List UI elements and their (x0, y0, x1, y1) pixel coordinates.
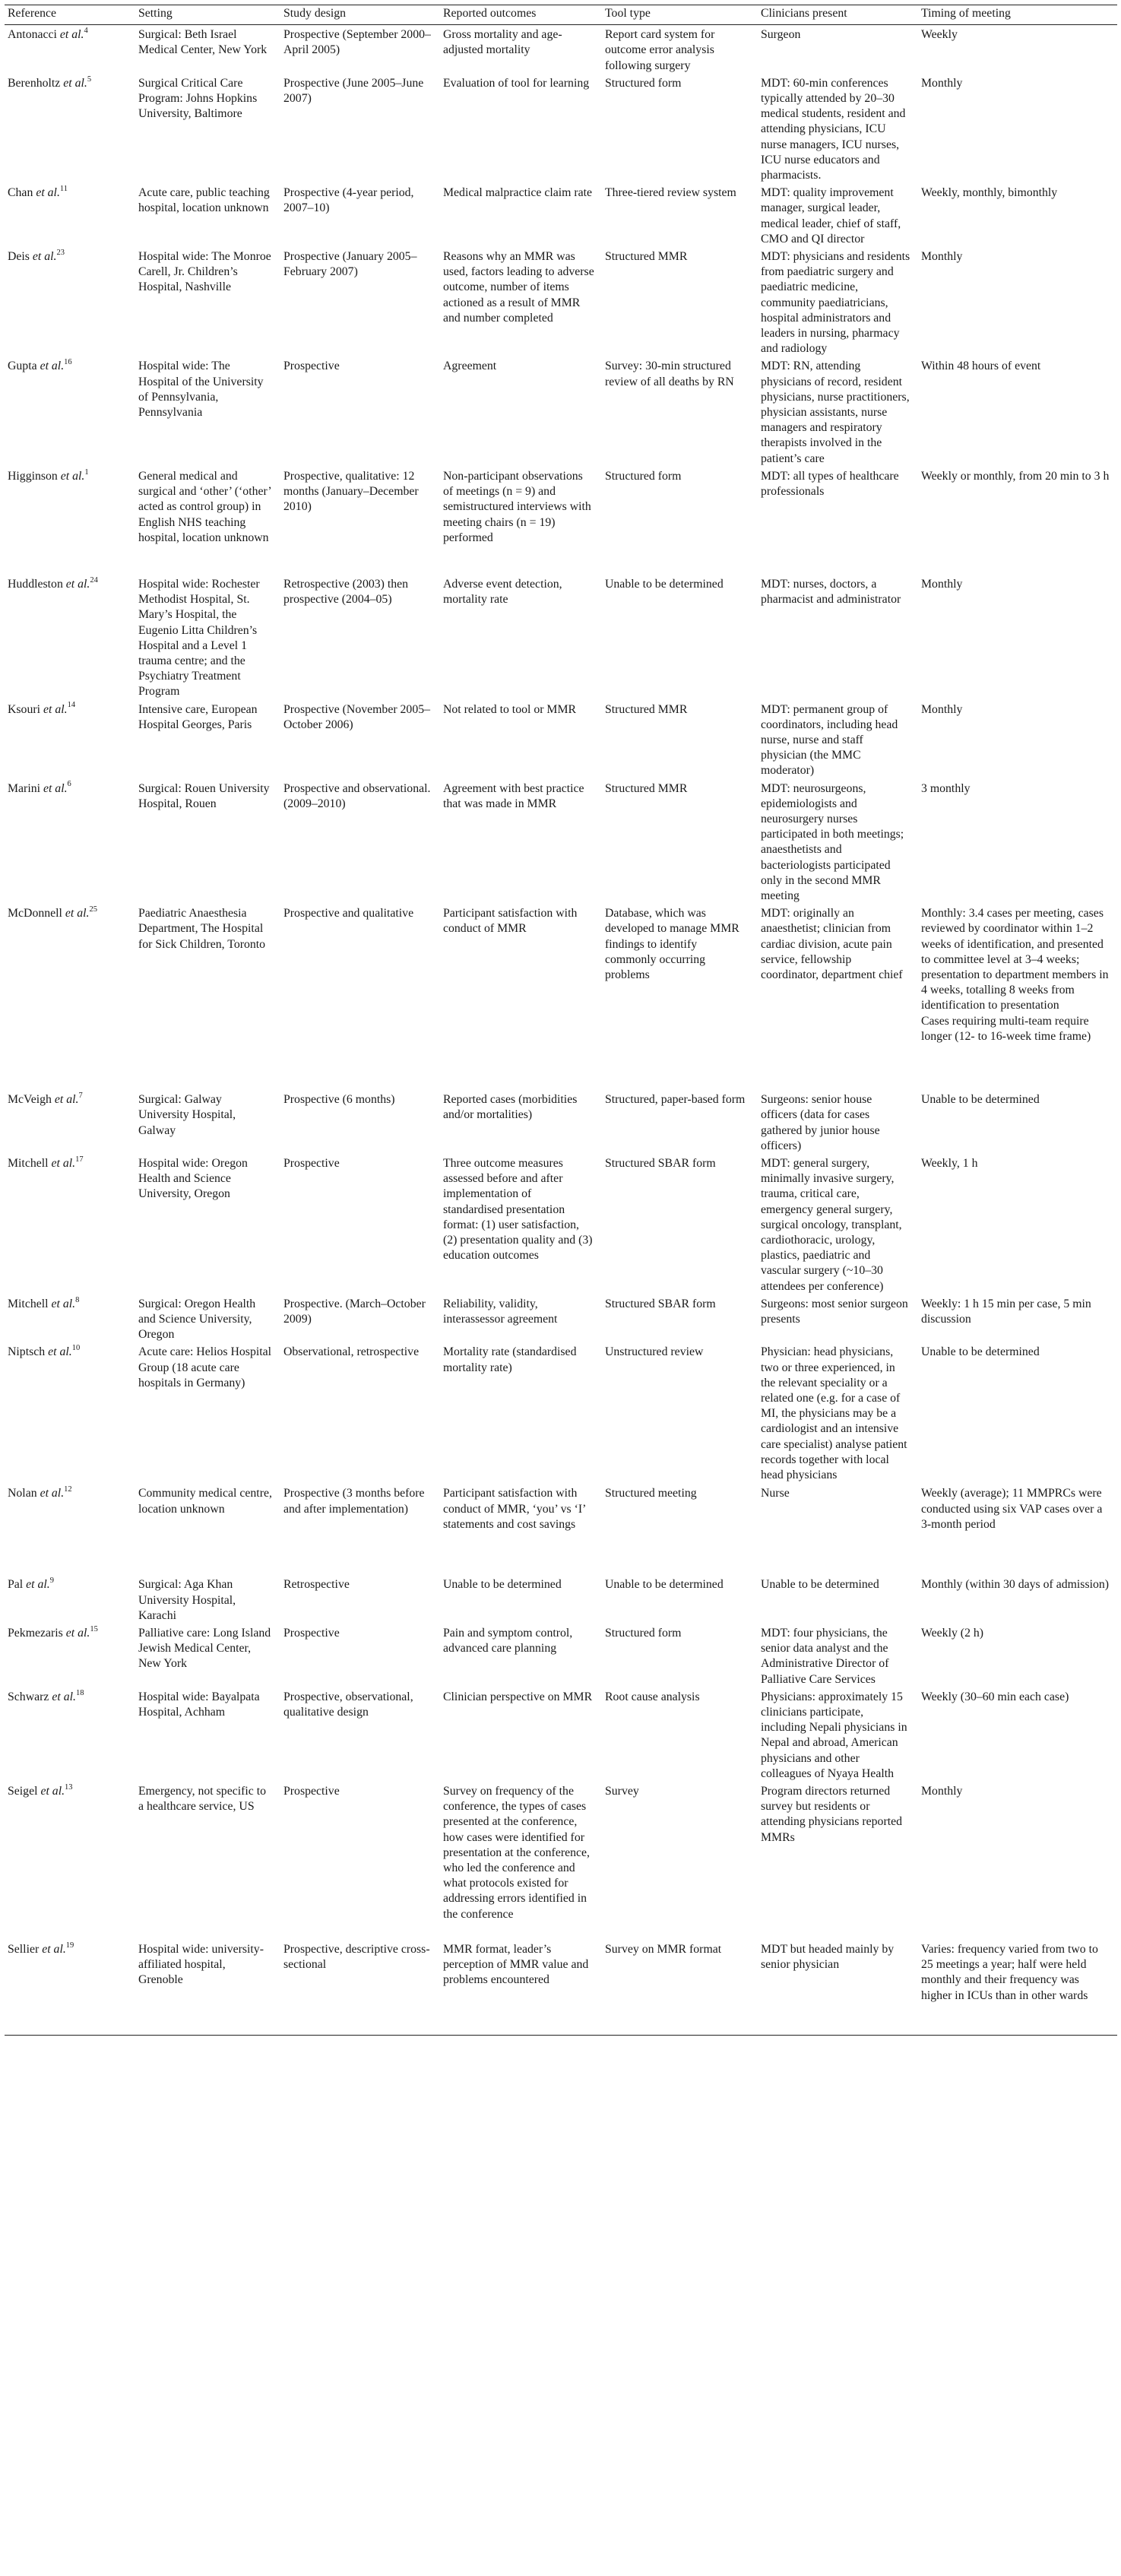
tool-cell: Root cause analysis (605, 1690, 700, 1703)
tool-cell: Structured MMR (605, 702, 688, 716)
reference-etal: et al. (63, 76, 87, 90)
outcomes-cell: Not related to tool or MMR (443, 702, 577, 716)
clinicians-cell: MDT but headed mainly by senior physician (758, 1940, 918, 2035)
tool-cell: Survey (605, 1785, 639, 1798)
reference-author: Marini (8, 781, 40, 795)
design-cell: Prospective (283, 360, 340, 373)
reference-cell (5, 467, 135, 575)
design-cell: Prospective, descriptive cross-sectional (280, 1940, 440, 2035)
setting-cell: Surgical: Galway University Hospital, Galway (138, 1093, 236, 1137)
setting-cell: Acute care: Helios Hospital Group (18 acute care hospitals in Germany) (138, 1345, 272, 1389)
table-row (5, 74, 1117, 183)
clinicians-cell: MDT: all types of healthcare professionals (761, 469, 899, 499)
timing-cell: Monthly (921, 577, 963, 591)
reference-author: Higginson (8, 469, 58, 483)
reference-etal: et al. (32, 250, 57, 264)
outcomes-cell: Unable to be determined (443, 1578, 562, 1592)
tool-cell: Unstructured review (605, 1345, 704, 1359)
reference-number: 23 (56, 248, 65, 257)
setting-cell: Surgical Critical Care Program: Johns Hopkins University, Baltimore (138, 76, 258, 121)
reference-cell (5, 779, 135, 905)
tool-cell: Structured SBAR form (605, 1297, 716, 1310)
setting-cell: Intensive care, European Hospital Georges, Paris (138, 702, 258, 731)
design-cell: Prospective, observational, qualitative design (283, 1690, 413, 1719)
table-row (5, 1294, 1117, 1343)
table-row (5, 700, 1117, 779)
table-row (5, 1940, 1117, 2035)
tool-cell: Structured form (605, 76, 682, 90)
reference-number: 17 (75, 1155, 84, 1164)
reference-author: Huddleston (8, 577, 63, 591)
design-cell: Prospective (283, 1156, 340, 1170)
reference-cell (5, 1624, 135, 1687)
reference-author: Pal (8, 1578, 24, 1592)
design-cell: Retrospective (283, 1578, 350, 1592)
outcomes-cell: Three outcome measures assessed before and after implementation of standardised presentation format: (1) user satisfaction, (2) presentation quality and (3) education outcomes (443, 1156, 593, 1263)
table-row (5, 1484, 1117, 1575)
reference-cell (5, 1687, 135, 1782)
design-cell: Prospective and qualitative (283, 907, 414, 920)
design-cell: Prospective, qualitative: 12 months (January–December 2010) (283, 469, 419, 514)
table-row (5, 1575, 1117, 1624)
tool-cell: Survey: 30-min structured review of all deaths by RN (605, 360, 734, 388)
outcomes-cell: Survey on frequency of the conference, the types of cases presented at the conference, how cases were identified for presentation at the conference, who led the conference and what protocols existed for addressing errors identified in the conference (443, 1785, 590, 1921)
timing-cell: Weekly (921, 28, 958, 42)
tool-cell: Unable to be determined (605, 577, 724, 591)
column-header: Clinicians present (758, 5, 918, 25)
reference-cell (5, 1154, 135, 1294)
timing-cell: Weekly, 1 h (921, 1156, 978, 1170)
design-cell: Prospective (283, 1785, 340, 1798)
tool-cell: Unable to be determined (605, 1578, 724, 1592)
design-cell: Prospective (4-year period, 2007–10) (283, 186, 414, 215)
timing-cell: Monthly (921, 1785, 963, 1798)
table-row (5, 1090, 1117, 1154)
reference-author: Seigel (8, 1785, 38, 1798)
clinicians-cell: MDT: neurosurgeons, epidemiologists and neurosurgery nurses participated in both meetings; anaesthetists and bacteriologists participated only in the second MMR meeting (761, 781, 904, 902)
outcomes-cell: Reliability, validity, interassessor agreement (443, 1297, 558, 1326)
design-cell: Observational, retrospective (283, 1345, 420, 1359)
design-cell: Prospective (November 2005–October 2006) (283, 702, 431, 731)
clinicians-cell: Physicians: approximately 15 clinicians participate, including Nepali physicians in Nepal and abroad, American physicians and other colleagues of Nyaya Health (761, 1690, 907, 1780)
setting-cell: Surgical: Beth Israel Medical Center, New York (138, 28, 268, 57)
timing-cell: Unable to be determined (921, 1345, 1040, 1359)
reference-etal: et al. (36, 186, 60, 200)
setting-cell: Hospital wide: Oregon Health and Science University, Oregon (138, 1156, 248, 1201)
timing-cell: 3 monthly (921, 781, 971, 795)
reference-etal: et al. (54, 1093, 79, 1107)
timing-cell: Monthly (921, 702, 963, 716)
reference-etal: et al. (65, 1627, 90, 1640)
tool-cell: Three-tiered review system (605, 186, 736, 200)
table-row (5, 183, 1117, 247)
reference-etal: et al. (65, 907, 90, 920)
setting-cell: Emergency, not specific to a healthcare service, US (138, 1785, 267, 1814)
reference-number: 5 (87, 74, 92, 84)
timing-cell: Weekly (2 h) (921, 1627, 984, 1640)
outcomes-cell: Agreement with best practice that was made in MMR (443, 781, 584, 810)
reference-number: 10 (71, 1344, 81, 1353)
clinicians-cell: MDT: originally an anaesthetist; clinician from cardiac division, acute pain service, fellowship coordinator, department chief (761, 907, 903, 981)
timing-cell: Monthly (921, 250, 963, 264)
tool-cell: Structured form (605, 1627, 682, 1640)
reference-number: 25 (89, 905, 97, 914)
timing-cell: Monthly: 3.4 cases per meeting, cases reviewed by coordinator within 1–2 weeks of identification, and presented to committee level at 3–4 weeks; presentation to department members in 4 weeks, totalling 8 weeks from identification to presentation Cases requiring multi-team require longer (12- to 16-week time frame) (921, 907, 1109, 1043)
column-header: Timing of meeting (918, 5, 1117, 25)
reference-etal: et al. (43, 702, 68, 716)
clinicians-cell: Surgeons: senior house officers (data for cases gathered by junior house officers) (761, 1093, 880, 1152)
reference-author: Antonacci (8, 28, 57, 42)
tool-cell: Structured form (605, 469, 682, 483)
design-cell: Prospective (3 months before and after implementation) (283, 1487, 425, 1516)
design-cell: Prospective (September 2000–April 2005) (283, 28, 431, 57)
clinicians-cell: Surgeons: most senior surgeon presents (761, 1297, 908, 1326)
reference-cell (5, 700, 135, 779)
studies-table (5, 5, 1117, 2036)
timing-cell: Weekly (30–60 min each case) (921, 1690, 1069, 1703)
setting-cell: Surgical: Rouen University Hospital, Rouen (138, 781, 270, 810)
tool-cell: Database, which was developed to manage MMR findings to identify commonly occurring problems (605, 907, 739, 981)
reference-author: Ksouri (8, 702, 41, 716)
outcomes-cell: Participant satisfaction with conduct of MMR, ‘you’ vs ‘I’ statements and cost savings (443, 1487, 586, 1531)
table-row (5, 1624, 1117, 1687)
reference-cell (5, 247, 135, 356)
reference-cell (5, 904, 135, 1090)
outcomes-cell: Gross mortality and age-adjusted mortality (443, 28, 562, 57)
table-row (5, 467, 1117, 575)
design-cell: Prospective (6 months) (283, 1093, 395, 1107)
clinicians-cell: MDT: four physicians, the senior data analyst and the Administrative Director of Palliative Care Services (761, 1627, 889, 1686)
reference-etal: et al. (52, 1690, 76, 1703)
table-row (5, 1154, 1117, 1294)
tool-cell: Structured, paper-based form (605, 1093, 746, 1107)
reference-etal: et al. (40, 1785, 65, 1798)
reference-author: Schwarz (8, 1690, 49, 1703)
reference-author: Pekmezaris (8, 1627, 63, 1640)
reference-number: 1 (84, 467, 89, 477)
design-cell: Retrospective (2003) then prospective (2004–05) (283, 577, 409, 607)
clinicians-cell: MDT: quality improvement manager, surgical leader, medical leader, chief of staff, CMO and QI director (761, 186, 901, 246)
tool-cell: Report card system for outcome error analysis following surgery (605, 28, 715, 72)
tool-cell: Structured MMR (605, 781, 688, 795)
clinicians-cell: Physician: head physicians, two or three experienced, in the relevant speciality or a related one (e.g. for a case of MI, the physicians may be a cardiologist and an intensive care specialist) analyse patient records together with local head physicians (761, 1345, 907, 1482)
table-row (5, 1342, 1117, 1484)
tool-cell: Structured meeting (605, 1487, 697, 1500)
reference-cell (5, 25, 135, 74)
reference-etal: et al. (51, 1297, 76, 1310)
clinicians-cell: MDT: 60-min conferences typically attended by 20–30 medical students, resident and attending physicians, ICU nurse managers, ICU nurses, ICU nurse educators and pharmacists. (761, 76, 906, 182)
reference-cell (5, 356, 135, 466)
table-row (5, 25, 1117, 74)
reference-author: Mitchell (8, 1297, 49, 1310)
setting-cell: Hospital wide: Rochester Methodist Hospital, St. Mary’s Hospital, the Eugenio Litta Children’s Hospital and a Level 1 trauma centre; and the Psychiatry Treatment Program (138, 577, 260, 699)
tool-cell: Structured SBAR form (605, 1156, 716, 1170)
reference-author: Niptsch (8, 1345, 46, 1359)
clinicians-cell: Program directors returned survey but residents or attending physicians reported MMRs (761, 1785, 902, 1844)
reference-number: 24 (90, 575, 98, 585)
setting-cell: Surgical: Oregon Health and Science University, Oregon (138, 1297, 256, 1342)
column-header: Reported outcomes (440, 5, 602, 25)
outcomes-cell: Pain and symptom control, advanced care planning (443, 1627, 573, 1656)
outcomes-cell: Non-participant observations of meetings (n = 9) and semistructured interviews with meeting chairs (n = 19) performed (443, 469, 591, 544)
reference-etal: et al. (42, 1943, 66, 1957)
reference-etal: et al. (26, 1578, 50, 1592)
clinicians-cell: Nurse (761, 1487, 790, 1500)
reference-etal: et al. (40, 1487, 65, 1500)
reference-etal: et al. (48, 1345, 72, 1359)
tool-cell: Structured MMR (605, 250, 688, 264)
document-page (5, 5, 1117, 2036)
reference-author: Deis (8, 250, 30, 264)
reference-etal: et al. (60, 469, 85, 483)
setting-cell: Acute care, public teaching hospital, location unknown (138, 186, 270, 215)
clinicians-cell: MDT: nurses, doctors, a pharmacist and administrator (761, 577, 901, 607)
reference-author: Berenholtz (8, 76, 61, 90)
reference-number: 6 (67, 780, 71, 789)
column-header: Study design (280, 5, 440, 25)
timing-cell: Varies: frequency varied from two to 25 meetings a year; half were held monthly and their frequency was higher in ICUs than in other wards (918, 1940, 1117, 2035)
clinicians-cell: MDT: physicians and residents from paediatric surgery and paediatric medicine, community paediatricians, hospital administrators and leaders in nursing, pharmacy and radiology (761, 250, 910, 356)
table-row (5, 779, 1117, 905)
reference-number: 8 (75, 1295, 80, 1304)
table-row (5, 575, 1117, 700)
table-body (5, 25, 1117, 2035)
timing-cell: Weekly: 1 h 15 min per case, 5 min discussion (921, 1297, 1091, 1326)
outcomes-cell: Clinician perspective on MMR (443, 1690, 593, 1703)
table-row (5, 904, 1117, 1090)
reference-cell (5, 1940, 135, 2035)
table-header-row (5, 5, 1117, 25)
table-row (5, 1687, 1117, 1782)
column-header: Setting (135, 5, 280, 25)
outcomes-cell: Participant satisfaction with conduct of MMR (443, 907, 578, 936)
reference-number: 13 (65, 1782, 73, 1792)
timing-cell: Unable to be determined (921, 1093, 1040, 1107)
reference-etal: et al. (65, 577, 90, 591)
design-cell: Prospective. (March–October 2009) (283, 1297, 426, 1326)
reference-number: 14 (67, 701, 76, 710)
table-row (5, 247, 1117, 356)
reference-author: McVeigh (8, 1093, 52, 1107)
setting-cell: Hospital wide: The Monroe Carell, Jr. Children’s Hospital, Nashville (138, 250, 271, 294)
reference-etal: et al. (51, 1156, 76, 1170)
timing-cell: Weekly (average); 11 MMPRCs were conducted using six VAP cases over a 3-month period (921, 1487, 1103, 1531)
clinicians-cell: MDT: RN, attending physicians of record, resident physicians, nurse practitioners, physician assistants, nurse managers and respiratory therapists involved in the patient’s care (761, 360, 910, 465)
setting-cell: Paediatric Anaesthesia Department, The Hospital for Sick Children, Toronto (138, 907, 266, 951)
timing-cell: Weekly, monthly, bimonthly (921, 186, 1058, 200)
reference-etal: et al. (43, 781, 68, 795)
table-row (5, 356, 1117, 466)
outcomes-cell: Adverse event detection, mortality rate (443, 577, 562, 607)
clinicians-cell: Surgeon (761, 28, 801, 42)
table-row (5, 1782, 1117, 1940)
reference-cell (5, 1782, 135, 1940)
column-header: Reference (5, 5, 135, 25)
reference-number: 9 (49, 1576, 54, 1586)
design-cell: Prospective (January 2005–February 2007) (283, 250, 417, 279)
reference-number: 11 (59, 184, 68, 193)
outcomes-cell: Mortality rate (standardised mortality rate) (443, 1345, 577, 1374)
outcomes-cell: MMR format, leader’s perception of MMR value and problems encountered (440, 1940, 602, 2035)
reference-author: Mitchell (8, 1156, 49, 1170)
setting-cell: Palliative care: Long Island Jewish Medical Center, New York (138, 1627, 271, 1671)
reference-etal: et al. (40, 360, 65, 373)
reference-number: 4 (84, 26, 88, 35)
outcomes-cell: Medical malpractice claim rate (443, 186, 593, 200)
setting-cell: Surgical: Aga Khan University Hospital, Karachi (138, 1578, 236, 1622)
reference-cell (5, 1575, 135, 1624)
reference-author: Chan (8, 186, 33, 200)
setting-cell: Hospital wide: Bayalpata Hospital, Achham (138, 1690, 260, 1719)
reference-etal: et al. (59, 28, 84, 42)
reference-author: Sellier (8, 1943, 40, 1957)
tool-cell: Survey on MMR format (602, 1940, 758, 2035)
reference-author: Gupta (8, 360, 37, 373)
outcomes-cell: Evaluation of tool for learning (443, 76, 590, 90)
reference-cell (5, 183, 135, 247)
reference-cell (5, 1294, 135, 1343)
reference-number: 12 (64, 1485, 72, 1494)
reference-cell (5, 575, 135, 700)
timing-cell: Weekly or monthly, from 20 min to 3 h (921, 469, 1110, 483)
design-cell: Prospective (June 2005–June 2007) (283, 76, 424, 106)
clinicians-cell: Unable to be determined (761, 1578, 879, 1592)
outcomes-cell: Reported cases (morbidities and/or mortalities) (443, 1093, 578, 1122)
reference-cell (5, 1342, 135, 1484)
reference-cell (5, 1484, 135, 1575)
setting-cell: General medical and surgical and ‘other’ (‘other’ acted as control group) in English NHS teaching hospital, location unknown (138, 469, 271, 544)
timing-cell: Monthly (921, 76, 963, 90)
setting-cell: Hospital wide: university-affiliated hospital, Grenoble (135, 1940, 280, 2035)
reference-number: 16 (64, 358, 72, 367)
timing-cell: Monthly (within 30 days of admission) (921, 1578, 1110, 1592)
outcomes-cell: Reasons why an MMR was used, factors leading to adverse outcome, number of items actioned as a result of MMR and number completed (443, 250, 594, 325)
reference-number: 19 (65, 1941, 74, 1950)
design-cell: Prospective and observational. (2009–2010) (283, 781, 431, 810)
reference-number: 7 (78, 1091, 83, 1100)
reference-cell (5, 74, 135, 183)
reference-author: McDonnell (8, 907, 62, 920)
reference-number: 18 (75, 1688, 84, 1697)
column-header: Tool type (602, 5, 758, 25)
timing-cell: Within 48 hours of event (921, 360, 1041, 373)
reference-number: 15 (90, 1624, 98, 1633)
outcomes-cell: Agreement (443, 360, 497, 373)
design-cell: Prospective (283, 1627, 340, 1640)
clinicians-cell: MDT: permanent group of coordinators, including head nurse, nurse and staff physician (the MMC moderator) (761, 702, 898, 778)
setting-cell: Hospital wide: The Hospital of the University of Pennsylvania, Pennsylvania (138, 360, 264, 420)
reference-cell (5, 1090, 135, 1154)
reference-author: Nolan (8, 1487, 37, 1500)
clinicians-cell: MDT: general surgery, minimally invasive surgery, trauma, critical care, emergency general surgery, surgical oncology, transplant, cardiothoracic, urology, plastics, paediatric and vascular surgery (~10–30 attendees per conference) (761, 1156, 902, 1293)
setting-cell: Community medical centre, location unknown (138, 1487, 272, 1516)
